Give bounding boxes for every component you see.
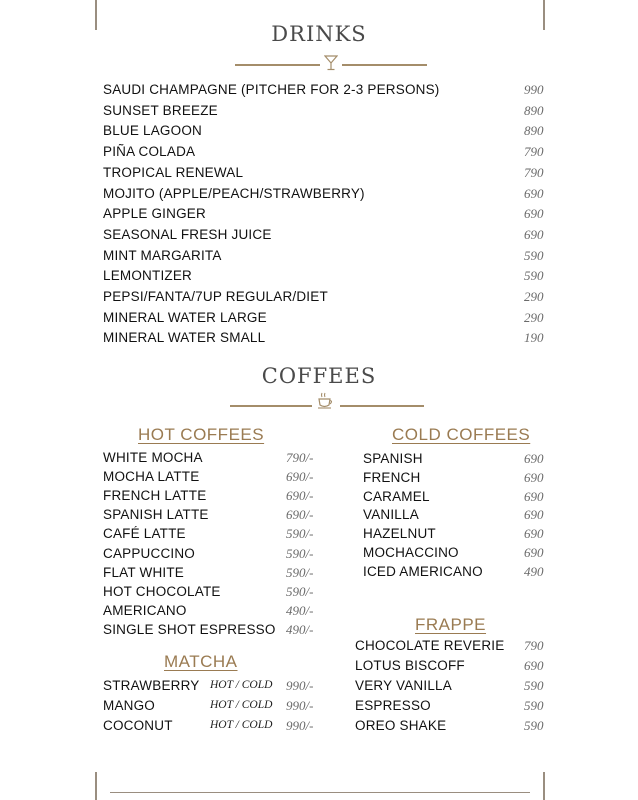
menu-item-price: 490/- <box>286 602 314 618</box>
menu-item-price: 690/- <box>286 488 314 504</box>
menu-item-price: 590/- <box>286 583 314 599</box>
menu-item-name: SPANISH LATTE <box>103 507 209 523</box>
menu-item-option: HOT / COLD <box>210 699 273 711</box>
menu-item-price: 590 <box>524 247 544 263</box>
menu-item-name: CAPPUCCINO <box>103 545 196 561</box>
menu-item-name: HOT CHOCOLATE <box>103 583 221 599</box>
menu-item-price: 190 <box>524 330 544 346</box>
menu-item-name: APPLE GINGER <box>103 206 206 222</box>
menu-item-price: 990/- <box>286 698 314 713</box>
menu-item-name: SEASONAL FRESH JUICE <box>103 226 272 242</box>
menu-item-name: LEMONTIZER <box>103 268 193 284</box>
menu-item-price: 590/- <box>286 545 314 561</box>
drinks-ornament-left <box>235 64 320 66</box>
menu-item-price: 590/- <box>286 526 314 542</box>
matcha-title: MATCHA <box>164 652 238 671</box>
coffees-ornament-right <box>340 405 424 407</box>
menu-item-name: SUNSET BREEZE <box>103 102 218 118</box>
menu-item-name: VERY VANILLA <box>355 678 452 693</box>
menu-item-price: 790 <box>524 144 544 160</box>
menu-item-price: 690 <box>524 185 544 201</box>
menu-item-name: WHITE MOCHA <box>103 450 203 465</box>
drinks-title: DRINKS <box>271 22 367 46</box>
menu-item-price: 590 <box>524 268 544 284</box>
menu-item-price: 990/- <box>286 678 314 693</box>
menu-item-price: 590 <box>524 718 544 733</box>
menu-item-name: MOCHA LATTE <box>103 469 200 485</box>
menu-item-price: 690 <box>524 526 544 542</box>
menu-item-name: CHOCOLATE REVERIE <box>355 638 505 653</box>
menu-item-name: MINERAL WATER SMALL <box>103 330 266 346</box>
menu-item-price: 490 <box>524 563 544 579</box>
menu-item-name: FRENCH <box>363 469 421 485</box>
menu-item-name: FLAT WHITE <box>103 564 185 580</box>
menu-item-price: 290 <box>524 289 544 304</box>
menu-item-name: HAZELNUT <box>363 526 436 542</box>
menu-item-price: 590/- <box>286 564 314 580</box>
menu-item-price: 690 <box>524 658 544 673</box>
menu-item-price: 890 <box>524 123 544 139</box>
menu-item-name: MOJITO (APPLE/PEACH/STRAWBERRY) <box>103 185 365 201</box>
menu-item-name: STRAWBERRY <box>103 678 200 693</box>
menu-item-option: HOT / COLD <box>210 679 273 691</box>
menu-item-name: BLUE LAGOON <box>103 123 202 139</box>
menu-item-name: SPANISH <box>363 451 423 466</box>
hot-coffees-title: HOT COFFEES <box>138 425 265 444</box>
menu-item-price: 690/- <box>286 469 314 485</box>
menu-item-price: 790/- <box>286 450 314 465</box>
menu-item-price: 690 <box>524 226 544 242</box>
menu-item-price: 690 <box>524 507 544 523</box>
drinks-ornament-right <box>342 64 427 66</box>
menu-item-price: 290 <box>524 309 544 325</box>
menu-item-price: 790 <box>524 164 544 180</box>
menu-item-price: 690 <box>524 469 544 485</box>
menu-item-name: AMERICANO <box>103 602 187 618</box>
menu-item-price: 690 <box>524 451 544 466</box>
coffee-cup-icon <box>317 392 335 413</box>
menu-item-price: 890 <box>524 102 544 118</box>
menu-item-name: FRENCH LATTE <box>103 488 207 504</box>
menu-item-price: 690/- <box>286 507 314 523</box>
menu-item-name: MINT MARGARITA <box>103 247 222 263</box>
menu-item-name: OREO SHAKE <box>355 718 447 733</box>
menu-item-option: HOT / COLD <box>210 719 273 731</box>
menu-item-price: 490/- <box>286 621 314 637</box>
menu-item-price: 790 <box>524 638 544 653</box>
menu-item-name: SAUDI CHAMPAGNE (PITCHER FOR 2-3 PERSONS) <box>103 82 440 97</box>
menu-item-price: 590 <box>524 698 544 713</box>
menu-item-name: TROPICAL RENEWAL <box>103 164 244 180</box>
menu-item-name: SINGLE SHOT ESPRESSO <box>103 621 276 637</box>
menu-item-price: 690 <box>524 488 544 504</box>
menu-item-name: PIÑA COLADA <box>103 144 196 160</box>
menu-item-name: MANGO <box>103 698 156 713</box>
menu-item-price: 990/- <box>286 718 314 733</box>
coffees-ornament-left <box>230 405 312 407</box>
menu-item-name: CAFÉ LATTE <box>103 526 186 542</box>
menu-item-price: 690 <box>524 206 544 222</box>
menu-item-name: ICED AMERICANO <box>363 563 483 579</box>
frappe-title: FRAPPE <box>415 615 487 634</box>
menu-item-name: MINERAL WATER LARGE <box>103 309 267 325</box>
menu-item-name: VANILLA <box>363 507 419 523</box>
menu-item-name: CARAMEL <box>363 488 430 504</box>
menu-item-name: ESPRESSO <box>355 698 431 713</box>
cold-coffees-title: COLD COFFEES <box>392 425 531 444</box>
cocktail-glass-icon <box>324 55 338 74</box>
menu-item-price: 690 <box>524 545 544 560</box>
coffees-title: COFFEES <box>261 364 377 388</box>
menu-item-price: 590 <box>524 678 544 693</box>
menu-item-name: LOTUS BISCOFF <box>355 658 465 673</box>
menu-item-name: MOCHACCINO <box>363 545 459 560</box>
menu-item-name: PEPSI/FANTA/7UP REGULAR/DIET <box>103 289 328 304</box>
menu-item-name: COCONUT <box>103 718 173 733</box>
menu-item-price: 990 <box>524 82 544 97</box>
